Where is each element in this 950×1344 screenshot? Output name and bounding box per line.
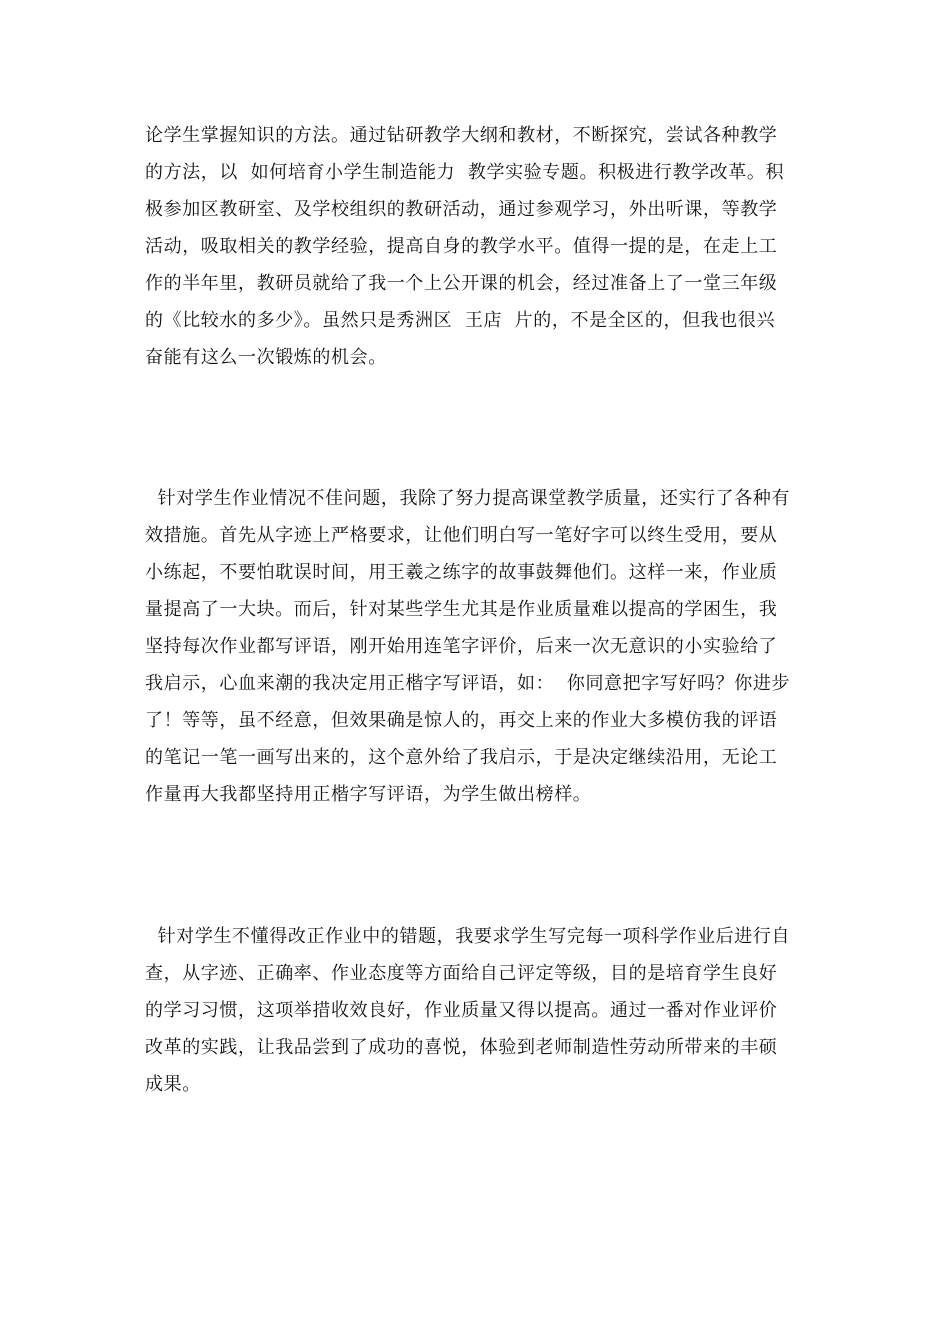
paragraph-2-line-3: 小练起，不要怕耽误时间，用王羲之练字的故事鼓舞他们。这样一来，作业质 (145, 562, 778, 583)
paragraph-2-line-6: 我启示，心血来潮的我决定用正楷字写评语，如： 你同意把字写好吗？你进步 (145, 673, 791, 694)
paragraph-2-line-5: 坚持每次作业都写评语，刚开始用连笔字评价，后来一次无意识的小实验给了 (145, 636, 778, 657)
paragraph-2-line-1: 针对学生作业情况不佳问题，我除了努力提高课堂教学质量，还实行了各种有 (145, 488, 791, 509)
paragraph-3-line-2: 查，从字迹、正确率、作业态度等方面给自己评定等级，目的是培育学生良好 (145, 963, 778, 984)
paragraph-1-line-2: 的方法，以 如何培育小学生制造能力 教学实验专题。积极进行教学改革。积 (145, 162, 785, 183)
paragraph-1-line-5: 作的半年里，教研员就给了我一个上公开课的机会，经过准备上了一堂三年级 (145, 273, 778, 294)
paragraph-1-line-4: 活动，吸取相关的教学经验，提高自身的教学水平。值得一提的是，在走上工 (145, 236, 778, 257)
paragraph-1-line-3: 极参加区教研室、及学校组织的教研活动，通过参观学习，外出听课，等教学 (145, 199, 778, 220)
paragraph-2-line-9: 作量再大我都坚持用正楷字写评语，为学生做出榜样。 (145, 784, 592, 805)
paragraph-2-line-2: 效措施。首先从字迹上严格要求，让他们明白写一笔好字可以终生受用，要从 (145, 525, 778, 546)
paragraph-2-line-8: 的笔记一笔一画写出来的，这个意外给了我启示，于是决定继续沿用，无论工 (145, 747, 778, 768)
paragraph-1-line-7: 奋能有这么一次锻炼的机会。 (145, 347, 387, 368)
paragraph-3-line-4: 改革的实践，让我品尝到了成功的喜悦，体验到老师制造性劳动所带来的丰硕 (145, 1037, 778, 1058)
paragraph-3-line-1: 针对学生不懂得改正作业中的错题，我要求学生写完每一项科学作业后进行自 (145, 926, 791, 947)
paragraph-2-line-7: 了！等等，虽不经意，但效果确是惊人的，再交上来的作业大多模仿我的评语 (145, 710, 778, 731)
paragraph-1-line-6: 的《比较水的多少》。虽然只是秀洲区 王店 片的，不是全区的，但我也很兴 (145, 310, 776, 331)
paragraph-3-line-5: 成果。 (145, 1074, 201, 1095)
paragraph-3-line-3: 的学习习惯，这项举措收效良好，作业质量又得以提高。通过一番对作业评价 (145, 1000, 778, 1021)
paragraph-2-line-4: 量提高了一大块。而后，针对某些学生尤其是作业质量难以提高的学困生，我 (145, 599, 778, 620)
paragraph-1-line-1: 论学生掌握知识的方法。通过钻研教学大纲和教材，不断探究，尝试各种教学 (145, 125, 778, 146)
